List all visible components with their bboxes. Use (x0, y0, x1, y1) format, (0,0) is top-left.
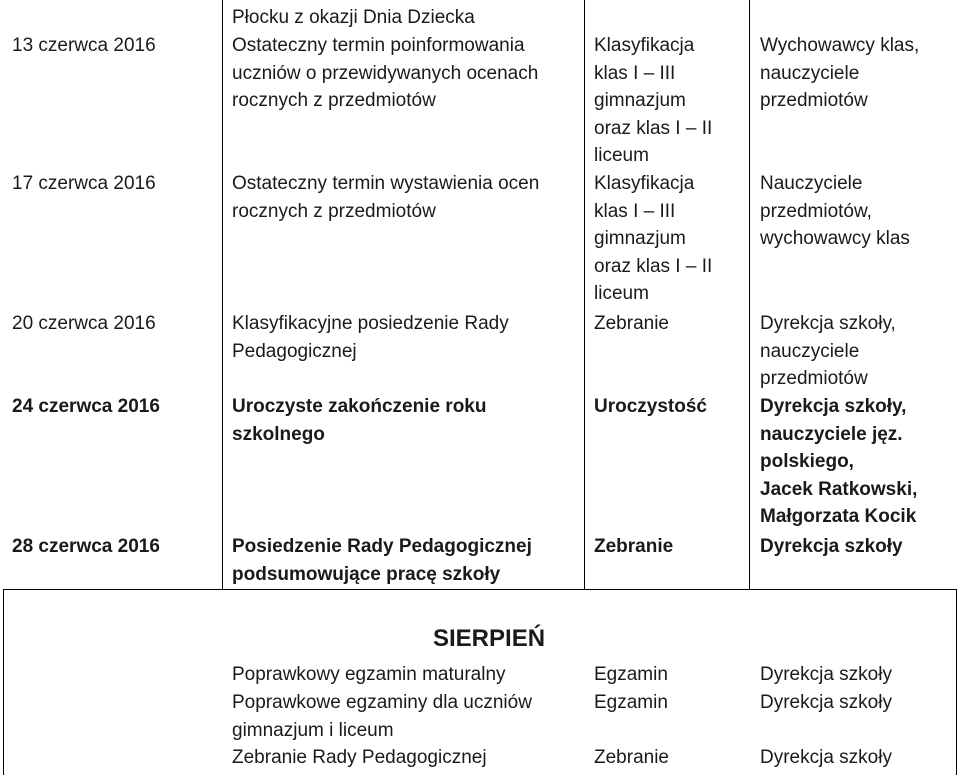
form-cell: Klasyfikacja klas I – III gimnazjum oraz klas I – II liceum (594, 35, 713, 166)
responsible-cell: Dyrekcja szkoły (760, 664, 892, 685)
event-cell: Uroczyste zakończenie roku szkolnego (232, 396, 487, 445)
form-cell: Egzamin (594, 692, 668, 713)
event-cell: Ostateczny termin wystawienia ocen rocznych z przedmiotów (232, 173, 540, 222)
date-cell: 24 czerwca 2016 (12, 396, 160, 417)
date-cell: 13 czerwca 2016 (12, 35, 156, 56)
form-cell: Zebranie (594, 747, 669, 768)
form-cell: Klasyfikacja klas I – III gimnazjum oraz klas I – II liceum (594, 173, 713, 304)
responsible-cell: Dyrekcja szkoły (760, 692, 892, 713)
responsible-cell: Dyrekcja szkoły (760, 536, 903, 557)
table-divider (584, 0, 585, 589)
event-cell: Płocku z okazji Dnia Dziecka (232, 7, 475, 28)
event-cell: Ostateczny termin poinformowania uczniów o przewidywanych ocenach rocznych z przedmiotów (232, 35, 539, 111)
form-cell: Uroczystość (594, 396, 707, 417)
table-divider (222, 0, 223, 589)
responsible-cell: Wychowawcy klas, nauczyciele przedmiotów (760, 35, 920, 111)
form-cell: Zebranie (594, 313, 669, 334)
form-cell: Egzamin (594, 664, 668, 685)
date-cell: 20 czerwca 2016 (12, 313, 156, 334)
table-divider (3, 589, 4, 775)
date-cell: 28 czerwca 2016 (12, 536, 160, 557)
event-cell: Klasyfikacyjne posiedzenie Rady Pedagogicznej (232, 313, 509, 362)
event-cell: Poprawkowy egzamin maturalny (232, 664, 506, 685)
event-cell: Zebranie Rady Pedagogicznej (232, 747, 487, 768)
table-divider (956, 589, 957, 775)
table-divider (3, 589, 957, 590)
responsible-cell: Dyrekcja szkoły, nauczyciele przedmiotów (760, 313, 896, 389)
date-cell: 17 czerwca 2016 (12, 173, 156, 194)
event-cell: Posiedzenie Rady Pedagogicznej podsumowujące pracę szkoły (232, 536, 532, 585)
responsible-cell: Dyrekcja szkoły, nauczyciele jęz. polskiego, Jacek Ratkowski, Małgorzata Kocik (760, 396, 918, 527)
event-cell: Poprawkowe egzaminy dla uczniów gimnazjum i liceum (232, 692, 532, 741)
responsible-cell: Dyrekcja szkoły (760, 747, 892, 768)
month-heading: SIERPIEŃ (433, 625, 546, 652)
responsible-cell: Nauczyciele przedmiotów, wychowawcy klas (760, 173, 910, 249)
form-cell: Zebranie (594, 536, 674, 557)
